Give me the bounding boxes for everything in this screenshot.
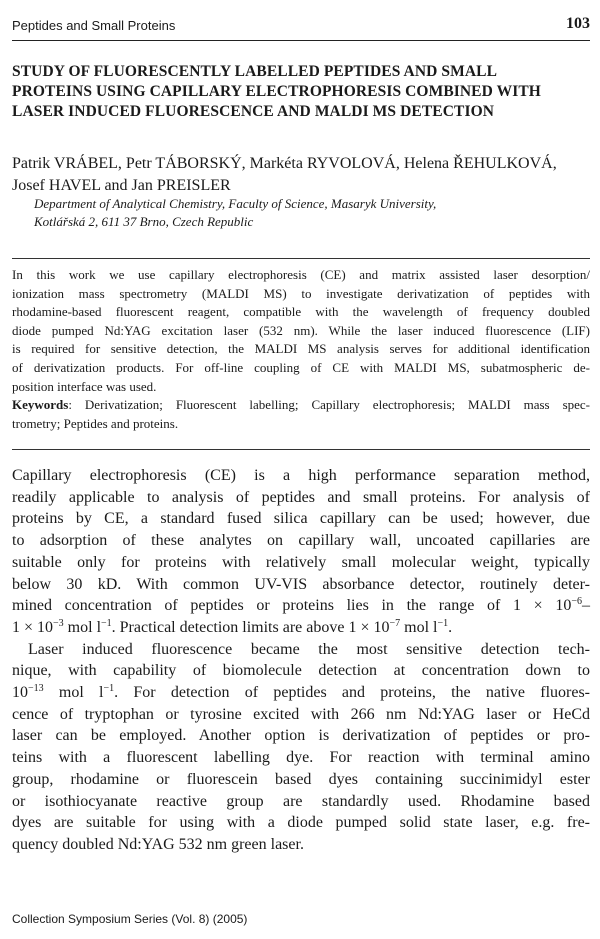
affiliation-line: Department of Analytical Chemistry, Faculty of Science, Masaryk University, — [34, 196, 437, 211]
body-line: nique, with capability of biomolecule detection at concentration down to — [12, 662, 590, 680]
body-line: below 30 kD. With common UV-VIS absorbance detector, routinely deter- — [12, 575, 590, 593]
exponent: −3 — [53, 617, 64, 629]
running-head — [12, 12, 590, 41]
title-line: PROTEINS USING CAPILLARY ELECTROPHORESIS COMBINED WITH — [12, 83, 541, 100]
exponent: −13 — [28, 683, 44, 695]
body-line: dyes are suitable for using with a diode pumped solid state laser, e.g. fre- — [12, 814, 590, 832]
author-line: Josef HAVEL and Jan PREISLER — [12, 177, 231, 194]
keywords-line-2: trometry; Peptides and proteins. — [12, 415, 179, 431]
keywords-line — [12, 396, 590, 415]
title-line: LASER INDUCED FLUORESCENCE AND MALDI MS DETECTION — [12, 103, 495, 120]
body-line-text: mol l — [400, 618, 438, 636]
body-line-text: . — [448, 618, 453, 636]
body-line: quency doubled Nd:YAG 532 nm green laser. — [12, 835, 304, 853]
paper-page — [12, 0, 590, 939]
exponent: −1 — [103, 683, 115, 695]
affiliation-line: Kotlářská 2, 611 37 Brno, Czech Republic — [34, 214, 254, 229]
author-list — [12, 153, 590, 197]
body-line — [12, 682, 590, 704]
abstract-line: diode pumped Nd:YAG excitation laser (532 nm). While the laser induced fluorescence (LIF) — [12, 322, 590, 338]
body-line: or isothiocyanate reactive group are standardly used. Rhodamine based — [12, 792, 590, 810]
body-line: readily applicable to analysis of peptides and small proteins. For analysis of — [12, 488, 590, 506]
body-line: Laser induced fluorescence became the most sensitive detection tech- — [28, 640, 590, 658]
author-line: Patrik VRÁBEL, Petr TÁBORSKÝ, Markéta RYVOLOVÁ, Helena ŘEHULKOVÁ, — [12, 155, 557, 172]
body-line: suitable only for proteins with relatively small molecular weight, typically — [12, 553, 590, 571]
abstract-line: rhodamine-based fluorescent reagent, compatible with the wavelength of frequency doubled — [12, 304, 590, 320]
body-line-text: – — [582, 597, 590, 615]
abstract-line: In this work we use capillary electrophoresis (CE) and matrix assisted laser desorption/ — [12, 267, 590, 282]
body-line-text: 1 × 10 — [12, 618, 54, 636]
body-text — [12, 465, 590, 856]
title-line: STUDY OF FLUORESCENTLY LABELLED PEPTIDES AND SMALL — [12, 63, 498, 80]
abstract-line: position interface was used. — [12, 378, 157, 394]
body-line-text: . Practical detection limits are above 1 × 10 — [111, 618, 390, 636]
abstract-line: of derivatization products. For off-line coupling of CE with MALDI MS, subatmospheric de- — [12, 359, 590, 375]
abstract-box — [12, 258, 590, 450]
body-line: group, rhodamine or fluorescein based dyes containing succinimidyl ester — [12, 770, 590, 788]
page-footer: Collection Symposium Series (Vol. 8) (2005) — [12, 912, 248, 926]
exponent: −1 — [101, 617, 112, 629]
body-line: laser can be employed. Another option is derivatization of peptides or pro- — [12, 727, 590, 745]
body-line-text: mined concentration of peptides or proteins lies in the range of 1 × 10 — [12, 597, 572, 615]
body-line: proteins by CE, a standard fused silica capillary can be used; however, due — [12, 510, 590, 528]
body-line-text: mol l — [63, 618, 102, 636]
abstract — [12, 266, 590, 433]
exponent: −1 — [437, 617, 449, 629]
paper-title — [12, 62, 590, 122]
body-line-text: 10 — [12, 684, 28, 702]
body-line: cence of tryptophan or tyrosine excited with 266 nm Nd:YAG laser or HeCd — [12, 705, 590, 723]
body-line-text: mol l — [43, 684, 104, 702]
affiliation — [34, 195, 584, 231]
abstract-line: is required for sensitive detection, the MALDI MS analysis serves for additional identification — [12, 341, 590, 357]
body-line — [12, 617, 590, 639]
exponent: −6 — [571, 596, 582, 608]
body-line-text: . For detection of peptides and proteins, the native fluores- — [114, 684, 591, 702]
body-line: to adsorption of these analytes on capillary wall, uncoated capillaries are — [12, 532, 590, 550]
body-line: Capillary electrophoresis (CE) is a high performance separation method, — [12, 467, 590, 484]
body-line: teins with a fluorescent labelling dye. For reaction with terminal amino — [12, 749, 590, 767]
body-line — [12, 595, 590, 617]
exponent: −7 — [389, 617, 401, 629]
journal-section-title: Peptides and Small Proteins — [12, 18, 176, 33]
abstract-line: ionization mass spectrometry (MALDI MS) to investigate derivatization of peptides with — [12, 285, 590, 301]
page-number: 103 — [566, 15, 590, 32]
keywords-text: : Derivatization; Fluorescent labelling; Capillary electrophoresis; MALDI mass spec- — [68, 397, 590, 413]
keywords-label: Keywords — [12, 397, 69, 413]
